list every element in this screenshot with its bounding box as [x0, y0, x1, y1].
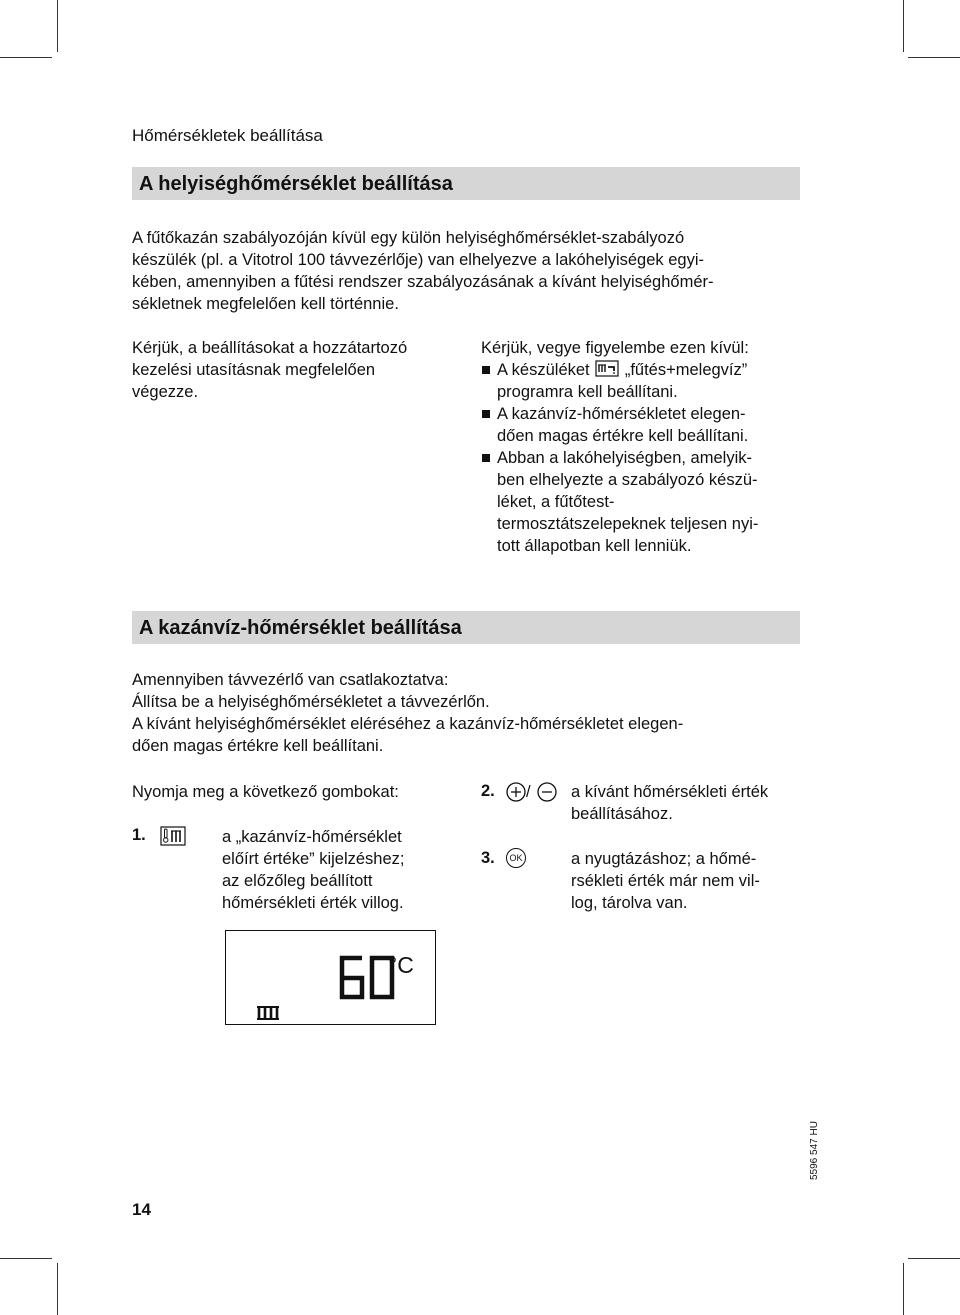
intro-paragraph: [132, 669, 683, 757]
notes-intro: Kérjük, vegye figyelembe ezen kívül:: [481, 339, 749, 357]
text-line: log, tárolva van.: [571, 894, 688, 912]
document-code: 5596 547 HU: [809, 1121, 820, 1180]
intro-paragraph: [132, 227, 714, 315]
crop-mark: [903, 0, 904, 52]
right-column-notes: [481, 337, 811, 557]
text-line: előírt értéke” kijelzéshez;: [222, 850, 405, 868]
button-separator: /: [526, 783, 531, 801]
text-line: Abban a lakóhelyiségben, amelyik-: [497, 449, 752, 467]
ok-button-icon: OK: [506, 848, 526, 868]
bullet-square: [482, 366, 490, 374]
text-line: hőmérsékleti érték villog.: [222, 894, 404, 912]
text-line: Kérjük, a beállításokat a hozzátartozó: [132, 339, 408, 357]
bullet-item: [481, 447, 811, 557]
thermometer-radiator-icon: [160, 826, 186, 846]
bullet-square: [482, 454, 490, 462]
step-description: [222, 826, 405, 914]
bullet-square: [482, 410, 490, 418]
text-line: dően magas értékre kell beállítani.: [497, 427, 749, 445]
step-description: [571, 781, 768, 825]
heating-hotwater-icon: [595, 360, 619, 377]
text-line: Állítsa be a helyiséghőmérsékletet a távvezérlőn.: [132, 693, 490, 711]
step-number: 1.: [132, 826, 146, 844]
text-line: programra kell beállítani.: [497, 383, 678, 401]
text-line: a nyugtázáshoz; a hőmé-: [571, 850, 757, 868]
radiator-icon: [256, 1005, 280, 1021]
temperature-unit: °C: [388, 952, 414, 978]
press-buttons-label: Nyomja meg a következő gombokat:: [132, 783, 399, 801]
text-line: sékletnek megfelelően kell történnie.: [132, 295, 399, 313]
left-column-note: [132, 337, 407, 403]
text-fragment: A készüléket: [497, 361, 590, 379]
text-line: dően magas értékre kell beállítani.: [132, 737, 384, 755]
text-line: A kívánt helyiséghőmérséklet eléréséhez a kazánvíz-hőmérsékletet elegen-: [132, 715, 684, 733]
crop-mark: [0, 57, 52, 58]
text-line: termosztátszelepeknek teljesen nyi-: [497, 515, 759, 533]
text-line: ben elhelyezte a szabályozó készü-: [497, 471, 758, 489]
section-heading-bar: [132, 167, 800, 200]
text-line: készülék (pl. a Vitotrol 100 távvezérlője) van elhelyezve a lakóhelyiségek egyi-: [132, 251, 704, 269]
bullet-item: [481, 359, 811, 403]
text-line: tott állapotban kell lenniük.: [497, 537, 692, 555]
section-heading: A helyiséghőmérséklet beállítása: [139, 173, 453, 195]
step-number: 3.: [481, 849, 495, 867]
text-line: az előzőleg beállított: [222, 872, 373, 890]
text-line: kében, amennyiben a fűtési rendszer szabályozásának a kívánt helyiséghőmér-: [132, 273, 714, 291]
text-line: rsékleti érték már nem vil-: [571, 872, 760, 890]
section-heading: A kazánvíz-hőmérséklet beállítása: [139, 617, 462, 639]
plus-minus-buttons-icon: [506, 781, 558, 803]
text-line: kezelési utasításnak megfelelően: [132, 361, 376, 379]
crop-mark: [57, 0, 58, 52]
text-line: A kazánvíz-hőmérsékletet elegen-: [497, 405, 746, 423]
crop-mark: [908, 57, 960, 58]
step-number: 2.: [481, 782, 495, 800]
step-description: [571, 848, 760, 914]
lcd-display: [225, 930, 436, 1025]
text-line: léket, a fűtőtest-: [497, 493, 615, 511]
text-line: Amennyiben távvezérlő van csatlakoztatva:: [132, 671, 449, 689]
text-line: a „kazánvíz-hőmérséklet: [222, 828, 402, 846]
page-number: 14: [132, 1200, 151, 1219]
section-heading-bar: [132, 611, 800, 644]
crop-mark: [0, 1258, 52, 1259]
text-line: a kívánt hőmérsékleti érték: [571, 783, 769, 801]
text-fragment: „fűtés+melegvíz”: [624, 361, 748, 379]
text-line: végezze.: [132, 383, 199, 401]
crop-mark: [908, 1258, 960, 1259]
page-header-title: Hőmérsékletek beállítása: [132, 126, 323, 145]
text-line: A fűtőkazán szabályozóján kívül egy külön helyiséghőmérséklet-szabályozó: [132, 229, 685, 247]
crop-mark: [903, 1263, 904, 1315]
bullet-item: [481, 403, 811, 447]
crop-mark: [57, 1263, 58, 1315]
text-line: beállításához.: [571, 805, 673, 823]
